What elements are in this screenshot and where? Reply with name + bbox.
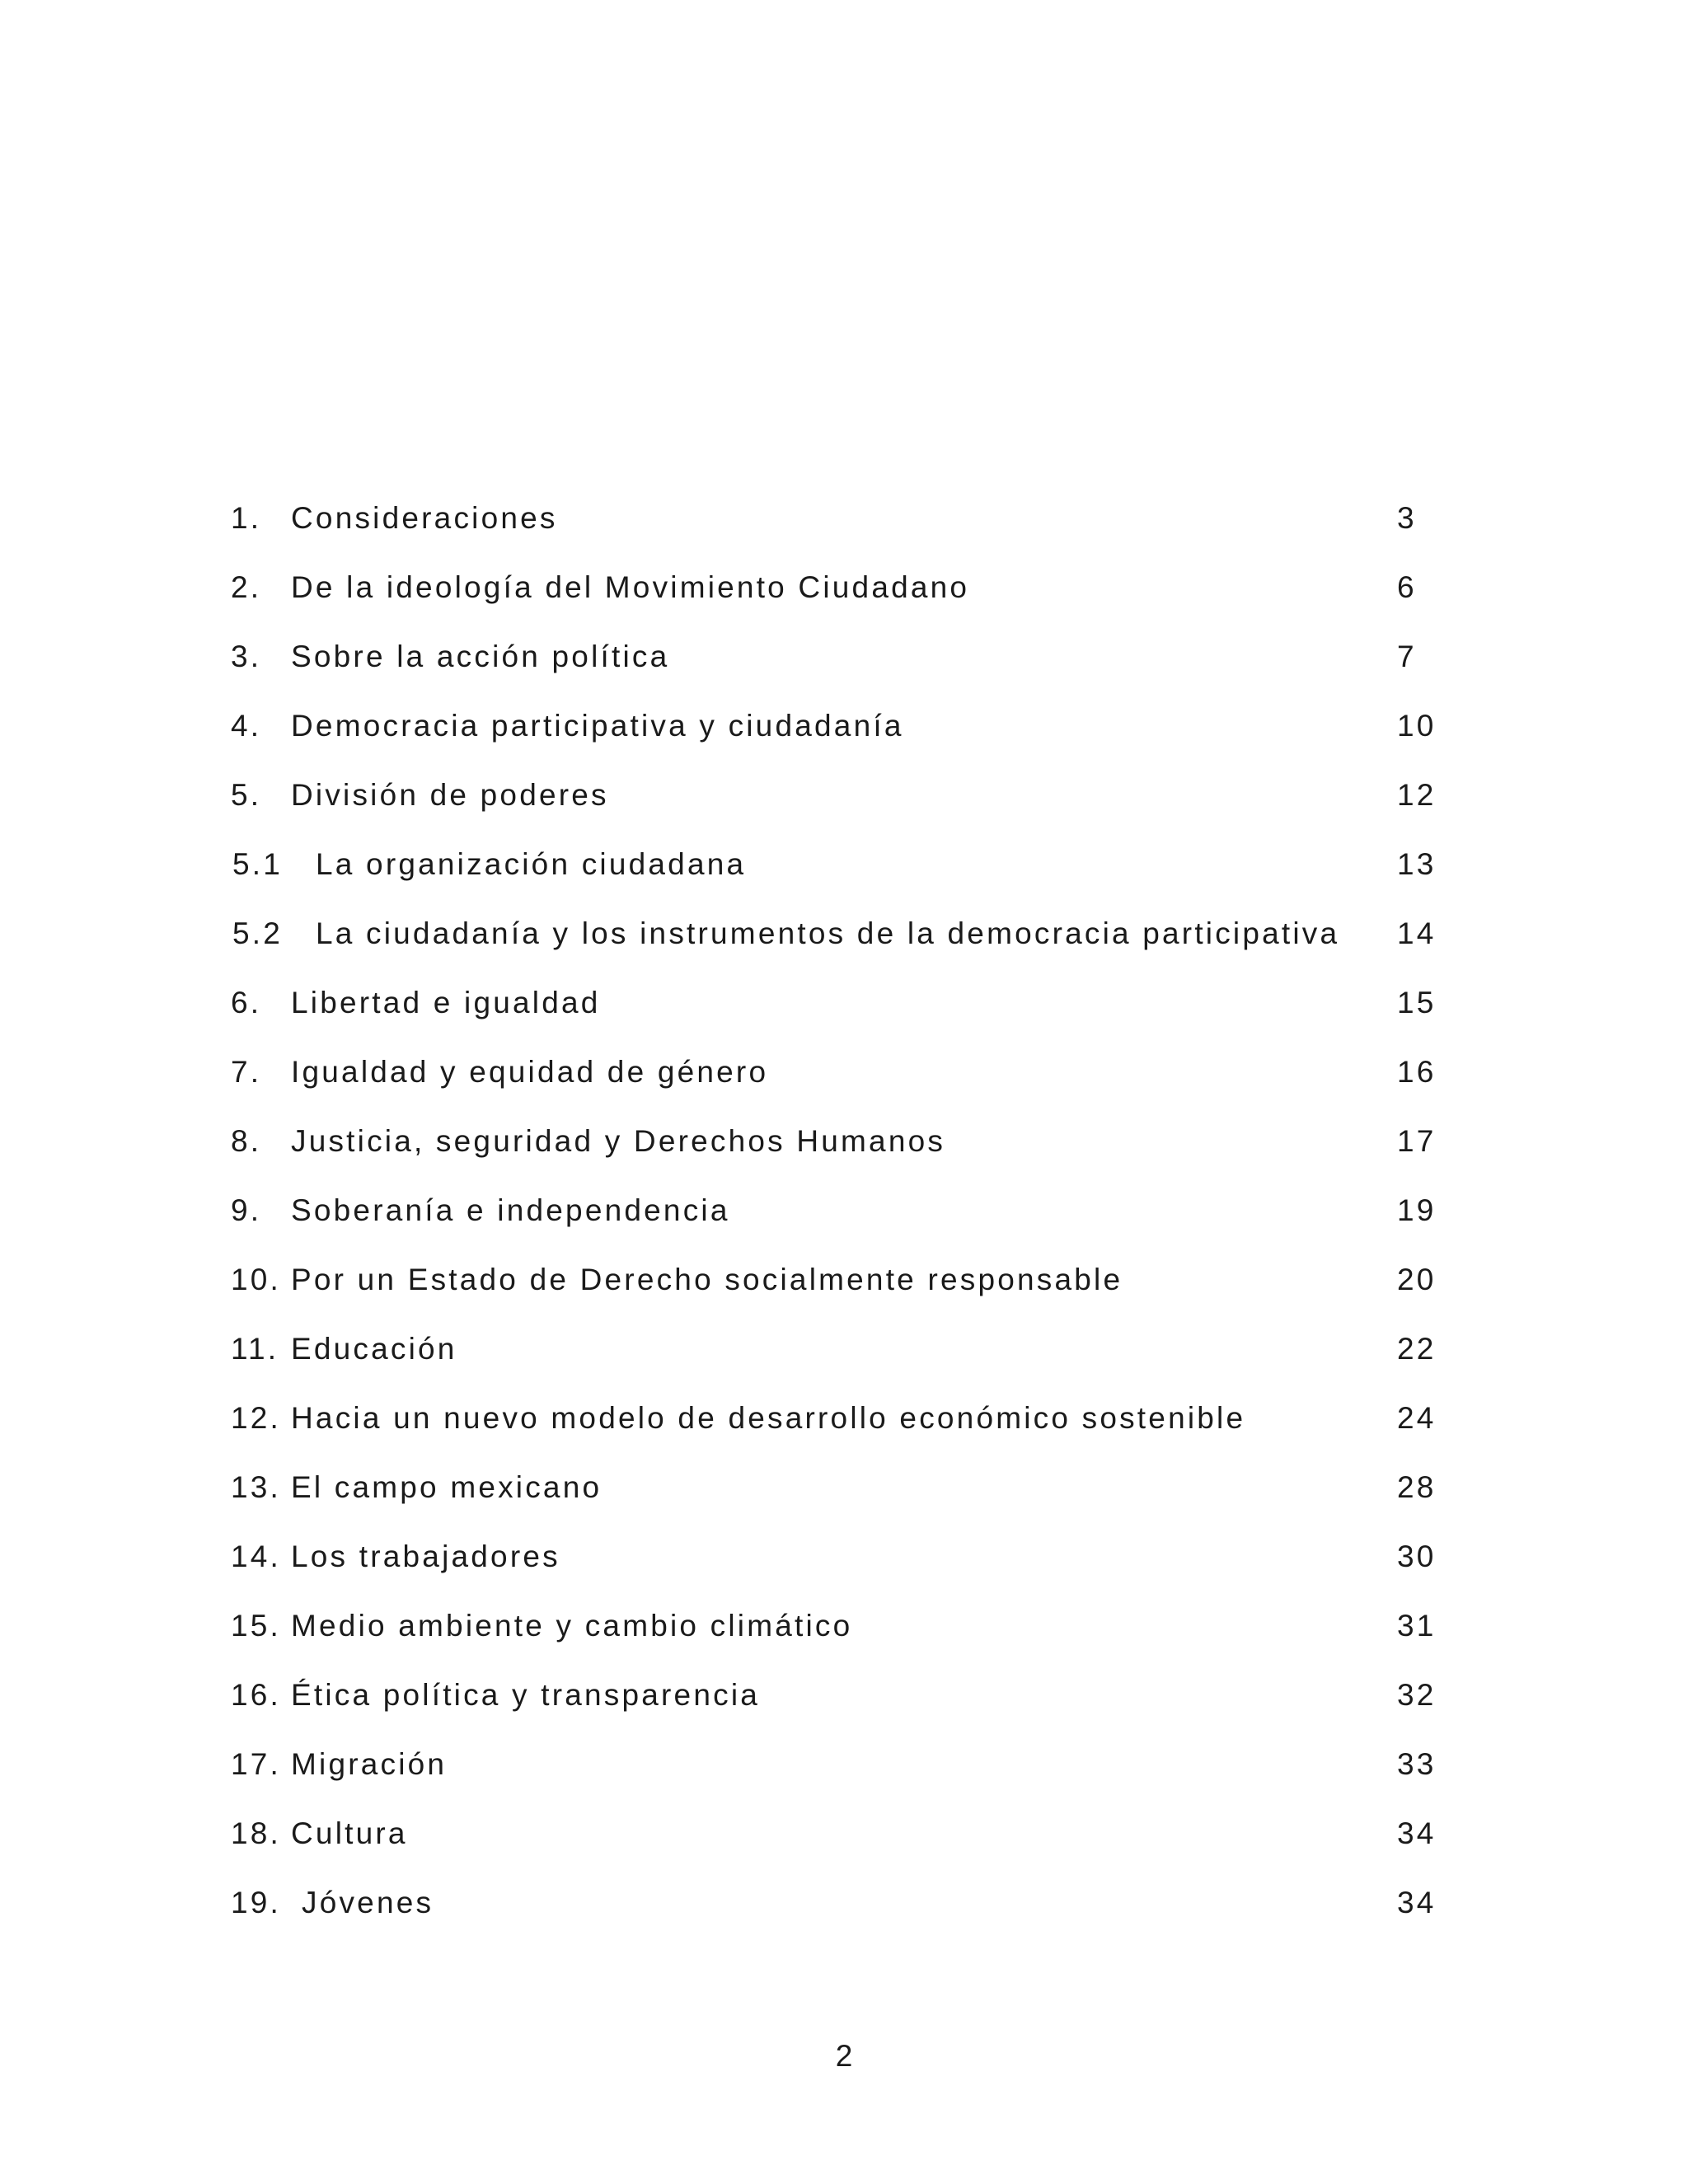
toc-entry-title: Cultura bbox=[291, 1816, 408, 1850]
toc-entry-number: 16. bbox=[231, 1678, 282, 1712]
toc-entry-page: 15 bbox=[1397, 986, 1437, 1019]
toc-entry-page: 19 bbox=[1397, 1193, 1437, 1227]
toc-entry-title: La organización ciudadana bbox=[316, 847, 747, 881]
toc-entry-number: 19. bbox=[231, 1886, 282, 1919]
toc-entry-title: Educación bbox=[291, 1332, 457, 1366]
toc-entry-number: 7. bbox=[231, 1055, 262, 1089]
toc-entry-title: Los trabajadores bbox=[291, 1540, 560, 1573]
toc-entry[interactable] bbox=[231, 978, 1437, 1028]
toc-entry-number: 18. bbox=[231, 1816, 282, 1850]
toc-entry-page: 24 bbox=[1397, 1401, 1437, 1435]
toc-entry-page: 17 bbox=[1397, 1124, 1437, 1158]
toc-entry-page: 22 bbox=[1397, 1332, 1437, 1366]
toc-entry-page: 28 bbox=[1397, 1470, 1437, 1504]
toc-entry-title: División de poderes bbox=[291, 778, 609, 812]
toc-entry[interactable] bbox=[231, 771, 1437, 820]
toc-entry[interactable] bbox=[231, 632, 1434, 682]
toc-entry-title: De la ideología del Movimiento Ciudadano bbox=[291, 570, 970, 604]
toc-entry-number: 14. bbox=[231, 1540, 282, 1573]
toc-entry-page: 20 bbox=[1397, 1263, 1437, 1296]
toc-entry-page: 34 bbox=[1397, 1816, 1437, 1850]
toc-subentry[interactable] bbox=[231, 840, 1437, 889]
toc-entry[interactable] bbox=[231, 1324, 1437, 1374]
toc-entry-number: 13. bbox=[231, 1470, 282, 1504]
toc-entry-number: 5.2 bbox=[232, 916, 284, 950]
toc-entry-title: Consideraciones bbox=[291, 501, 558, 535]
toc-entry[interactable] bbox=[231, 1878, 1437, 1928]
toc-subentry[interactable] bbox=[231, 909, 1437, 958]
toc-entry-number: 17. bbox=[231, 1747, 282, 1781]
toc-entry-number: 5.1 bbox=[232, 847, 284, 881]
toc-entry-title: Por un Estado de Derecho socialmente responsable bbox=[291, 1263, 1123, 1296]
toc-entry-title: Migración bbox=[291, 1747, 448, 1781]
toc-entry-title: Democracia participativa y ciudadanía bbox=[291, 709, 904, 743]
toc-entry[interactable] bbox=[231, 1047, 1437, 1097]
toc-entry[interactable] bbox=[231, 1255, 1437, 1305]
toc-entry-title: La ciudadanía y los instrumentos de la democracia participativa bbox=[316, 916, 1340, 950]
toc-entry-page: 33 bbox=[1397, 1747, 1437, 1781]
toc-entry[interactable] bbox=[231, 1186, 1437, 1235]
toc-entry-page: 10 bbox=[1397, 709, 1437, 743]
toc-entry-page: 32 bbox=[1397, 1678, 1437, 1712]
toc-entry[interactable] bbox=[231, 701, 1437, 751]
toc-entry-number: 6. bbox=[231, 986, 262, 1019]
toc-entry-number: 9. bbox=[231, 1193, 262, 1227]
toc-entry-number: 12. bbox=[231, 1401, 282, 1435]
toc-entry-page: 3 bbox=[1397, 501, 1417, 535]
toc-entry[interactable] bbox=[231, 1809, 1437, 1858]
toc-entry[interactable] bbox=[231, 1463, 1437, 1512]
toc-entry[interactable] bbox=[231, 1671, 1437, 1720]
toc-entry[interactable] bbox=[231, 563, 1434, 612]
page-number: 2 bbox=[835, 2039, 853, 2073]
toc-entry-number: 8. bbox=[231, 1124, 262, 1158]
toc-entry[interactable] bbox=[231, 1394, 1437, 1443]
toc-entry-title: Jóvenes bbox=[302, 1886, 434, 1919]
toc-entry-page: 31 bbox=[1397, 1609, 1437, 1643]
toc-entry-number: 3. bbox=[231, 640, 262, 673]
toc-entry-page: 12 bbox=[1397, 778, 1437, 812]
toc-entry-title: Sobre la acción política bbox=[291, 640, 670, 673]
toc-entry-title: Hacia un nuevo modelo de desarrollo económico sostenible bbox=[291, 1401, 1246, 1435]
toc-entry-number: 11. bbox=[231, 1332, 279, 1366]
toc-entry-number: 2. bbox=[231, 570, 262, 604]
toc-entry-title: Igualdad y equidad de género bbox=[291, 1055, 769, 1089]
toc-entry-title: Libertad e igualdad bbox=[291, 986, 601, 1019]
toc-entry-page: 7 bbox=[1397, 640, 1417, 673]
toc-entry-page: 34 bbox=[1397, 1886, 1437, 1919]
toc-entry-number: 15. bbox=[231, 1609, 282, 1643]
toc-entry[interactable] bbox=[231, 1740, 1437, 1789]
toc-entry-page: 16 bbox=[1397, 1055, 1437, 1089]
toc-entry-page: 6 bbox=[1397, 570, 1417, 604]
toc-entry[interactable] bbox=[231, 1117, 1437, 1166]
toc-entry-page: 14 bbox=[1397, 916, 1437, 950]
toc-entry[interactable] bbox=[231, 494, 1434, 543]
toc-entry[interactable] bbox=[231, 1601, 1437, 1651]
toc-entry-title: El campo mexicano bbox=[291, 1470, 603, 1504]
toc-entry-title: Ética política y transparencia bbox=[291, 1678, 761, 1712]
toc-entry-title: Justicia, seguridad y Derechos Humanos bbox=[291, 1124, 946, 1158]
toc-entry-number: 1. bbox=[231, 501, 262, 535]
toc-entry[interactable] bbox=[231, 1532, 1437, 1582]
toc-entry-number: 5. bbox=[231, 778, 262, 812]
toc-entry-page: 13 bbox=[1397, 847, 1437, 881]
toc-entry-number: 10. bbox=[231, 1263, 282, 1296]
toc-entry-title: Soberanía e independencia bbox=[291, 1193, 730, 1227]
toc-entry-title: Medio ambiente y cambio climático bbox=[291, 1609, 853, 1643]
toc-entry-number: 4. bbox=[231, 709, 262, 743]
toc-entry-page: 30 bbox=[1397, 1540, 1437, 1573]
